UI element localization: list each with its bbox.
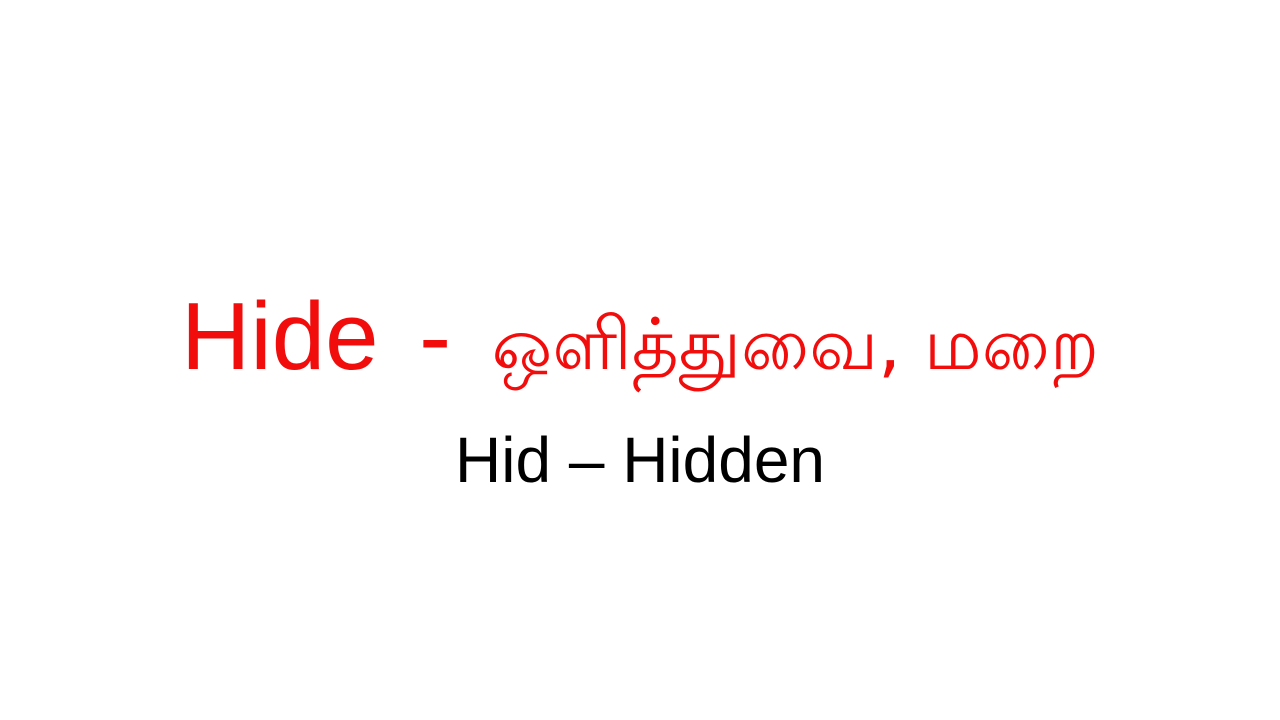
tamil-meaning: ஒளித்துவை, மறை	[491, 302, 1099, 386]
separator-dash: -	[419, 283, 452, 390]
verb-forms: Hid – Hidden	[455, 424, 825, 496]
english-word: Hide	[181, 283, 379, 390]
headline	[0, 282, 1280, 399]
